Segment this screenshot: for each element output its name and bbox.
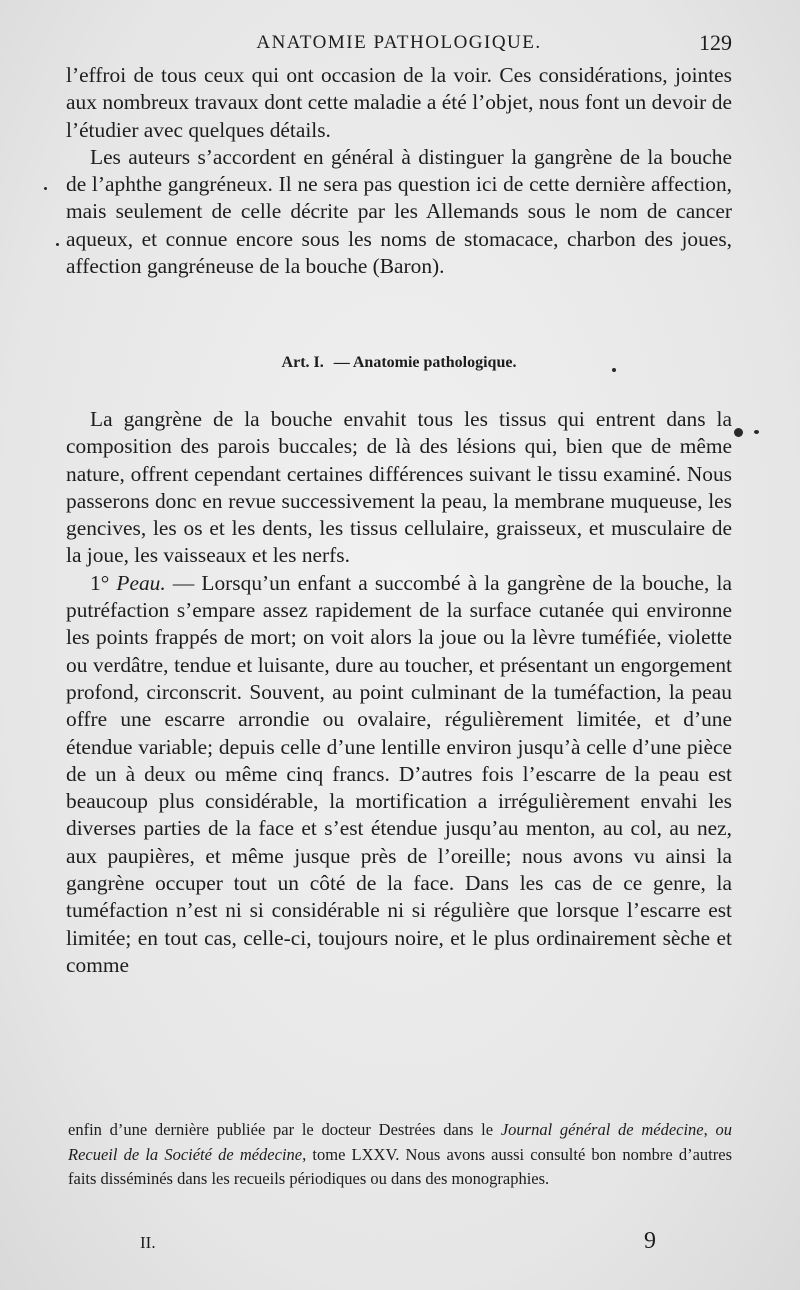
footnote [68, 1118, 732, 1192]
heading-separator: — [333, 354, 350, 371]
ink-speck [612, 368, 616, 372]
journal-title: Journal général [500, 1120, 611, 1139]
section-title: Anatomie pathologique. [352, 354, 517, 371]
folio-number: 9 [644, 1228, 656, 1254]
paragraph-continuation: l’effroi de tous ceux qui ont occasion de la voir. Ces considérations, jointes aux nombreux travaux dont cette maladie a été l’objet, nous font un devoir de l’étudier avec quelques détails. [66, 63, 732, 142]
paragraph-skin [66, 570, 732, 979]
ink-speck [44, 187, 47, 190]
signature-mark: II. [140, 1233, 156, 1252]
intro-text [66, 62, 732, 280]
paragraph-overview: La gangrène de la bouche envahit tous les tissus qui entrent dans la composition des parois buccales; de là des lésions qui, bien que de même nature, offrent cependant certaines différences suivant le tissu examiné. Nous passerons donc en revue successivement la peau, la membrane muqueuse, les gencives, les os et les dents, les tissus cellulaire, graisseux, et musculaire de la joue, les vaisseaux et les nerfs. [66, 407, 732, 568]
page-number: 129 [699, 30, 732, 55]
running-title: ANATOMIE PATHOLOGIQUE. [256, 32, 542, 53]
ink-speck [754, 430, 759, 434]
section-text [66, 406, 732, 979]
paragraph-authors: Les auteurs s’accordent en général à distinguer la gangrène de la bouche de l’aphthe gangréneux. Il ne sera pas question ici de cette dernière affection, mais seulement de celle décrite par les Allemands sous le nom de cancer aqueux, et connue encore sous les noms de stomacace, charbon des joues, affection gangréneuse de la bouche (Baron). [66, 144, 732, 279]
skin-term: Peau. [116, 570, 166, 595]
section-heading [66, 354, 732, 372]
article-label: Art. I. [281, 354, 324, 371]
paragraph-number: 1° [90, 570, 110, 595]
footnote-text: enfin d’une dernière publiée par le docteur Destrées dans le Journal général de médecine, ou Recueil de la Société de médecine, tome LXXV. Nous avons aussi consulté bon nombre d’autres faits disséminés dans les recueils périodiques ou dans des monographies. [68, 1120, 733, 1188]
ink-speck [56, 243, 59, 246]
ink-speck [734, 428, 743, 437]
running-head [66, 26, 732, 60]
skin-description: — Lorsqu’un enfant a succombé à la gangrène de la bouche, la putréfaction s’empare assez rapidement de la surface cutanée qui environne les points frappés de mort; on voit alors la joue ou la lèvre tuméfiée, violette ou verdâtre, tendue et luisante, dure au toucher, et présentant un engorgement profond, circonscrit. Souvent, au point culminant de la tuméfaction, la peau offre une escarre arrondie ou ovalaire, régulièrement limitée, et d’une étendue variable; depuis celle d’une lentille environ jusqu’à celle d’une pièce de un à deux ou même cinq francs. D’autres fois l’escarre de la peau est beaucoup plus considérable, la mortification a irrégulièrement envahi les diverses parties de la face et s’est étendue jusqu’au menton, au col, au nez, aux paupières, et même jusque près de l’oreille; nous avons vu ainsi la gangrène occuper tout un côté de la face. Dans les cas de ce genre, la tuméfaction n’est ni si considérable ni si régulière que lorsque l’escarre est limitée; en tout cas, celle-ci, toujours noire, et le plus ordinairement sèche et comme [66, 570, 732, 977]
